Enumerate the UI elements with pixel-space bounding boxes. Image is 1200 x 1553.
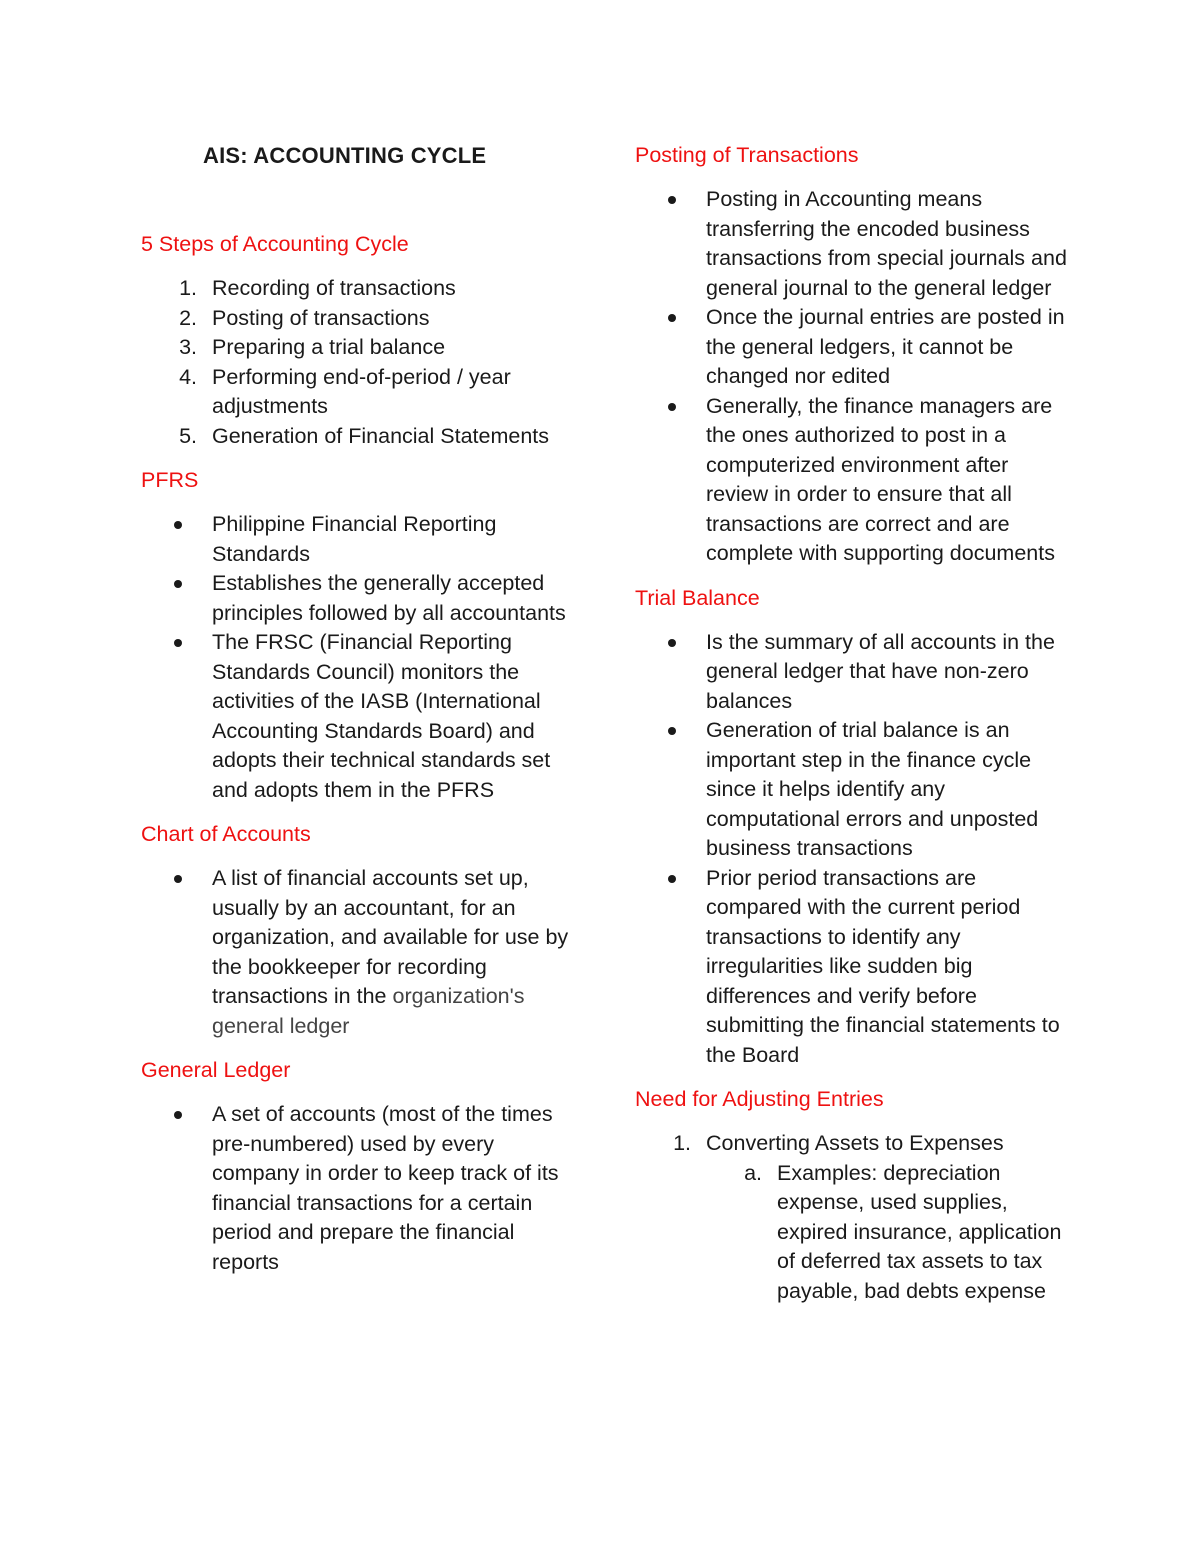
list-text: Philippine Financial Reporting Standards <box>212 512 497 566</box>
list-text: The FRSC (Financial Reporting Standards Council) monitors the activities of the IASB (International Accounting Standards Board) and adopts their technical standards set and adopts them in the PFRS <box>212 630 551 802</box>
chart-list <box>141 864 571 1041</box>
list-text: Posting in Accounting means transferring the encoded business transactions from special journals and general journal to the general ledger <box>706 187 1067 300</box>
heading-pfrs: PFRS <box>141 468 199 492</box>
list-item <box>635 1129 1075 1306</box>
list-text: Once the journal entries are posted in the general ledgers, it cannot be changed nor edited <box>706 305 1065 388</box>
trial-list <box>635 628 1075 1071</box>
list-number: 1. <box>179 276 197 300</box>
list-item <box>141 569 571 628</box>
list-text: Establishes the generally accepted principles followed by all accountants <box>212 571 566 625</box>
bullet-icon <box>174 521 182 529</box>
heading-chart-of-accounts: Chart of Accounts <box>141 822 311 846</box>
steps-list <box>141 274 571 451</box>
list-item <box>141 864 571 1041</box>
heading-steps: 5 Steps of Accounting Cycle <box>141 232 409 256</box>
page-title: AIS: ACCOUNTING CYCLE <box>203 143 487 168</box>
pfrs-list <box>141 510 571 805</box>
heading-trial-balance: Trial Balance <box>635 585 760 610</box>
list-item <box>635 303 1075 392</box>
sublist-letter: a. <box>744 1160 762 1185</box>
list-item <box>141 1100 571 1277</box>
list-text: Performing end-of-period / year adjustments <box>212 364 511 418</box>
bullet-icon <box>174 639 182 647</box>
bullet-icon <box>668 403 676 411</box>
list-item <box>141 422 571 452</box>
heading-posting: Posting of Transactions <box>635 143 859 167</box>
list-item <box>635 185 1075 303</box>
list-text: Generation of trial balance is an important step in the finance cycle since it helps identify any computational errors and unposted business transactions <box>706 718 1039 860</box>
right-column <box>635 140 1075 1306</box>
list-text: A list of financial accounts set up, usually by an accountant, for an organization, and available for use by the bookkeeper for recording transactions in the <box>212 866 569 1008</box>
bullet-icon <box>174 580 182 588</box>
list-text: Recording of transactions <box>212 276 456 300</box>
bullet-icon <box>668 196 676 204</box>
list-text: Generation of Financial Statements <box>212 423 550 448</box>
list-number: 5. <box>179 423 197 448</box>
list-number: 1. <box>673 1131 691 1155</box>
heading-adjusting-entries: Need for Adjusting Entries <box>635 1087 884 1111</box>
adjusting-sublist <box>706 1159 1075 1307</box>
list-number: 3. <box>179 335 197 359</box>
list-item <box>141 274 571 304</box>
sublist-item <box>706 1159 1075 1307</box>
list-text-tail: organization's general ledger <box>212 984 525 1038</box>
ledger-list <box>141 1100 571 1277</box>
list-item <box>141 363 571 422</box>
list-item <box>635 628 1075 717</box>
list-text: Posting of transactions <box>212 305 430 330</box>
list-text: Preparing a trial balance <box>212 335 446 359</box>
list-item <box>635 716 1075 864</box>
bullet-icon <box>668 314 676 322</box>
list-item <box>141 510 571 569</box>
heading-general-ledger: General Ledger <box>141 1058 291 1082</box>
list-text: Is the summary of all accounts in the general ledger that have non-zero balances <box>706 629 1055 713</box>
list-item <box>635 864 1075 1071</box>
posting-list <box>635 185 1075 569</box>
list-text: Examples: depreciation expense, used supplies, expired insurance, application of deferred tax assets to tax payable, bad debts expense <box>777 1160 1062 1303</box>
bullet-icon <box>668 639 676 647</box>
list-text: Prior period transactions are compared with the current period transactions to identify any irregularities like sudden big differences and verify before submitting the financial statements to the Board <box>706 865 1060 1067</box>
bullet-icon <box>668 875 676 883</box>
list-number: 4. <box>179 364 197 389</box>
list-text: A set of accounts (most of the times pre-numbered) used by every company in order to keep track of its financial transactions for a certain period and prepare the financial reports <box>212 1102 559 1274</box>
list-item <box>141 333 571 363</box>
list-item <box>141 304 571 334</box>
list-number: 2. <box>179 305 197 330</box>
list-text: Converting Assets to Expenses <box>706 1131 1004 1155</box>
adjusting-list <box>635 1129 1075 1306</box>
bullet-icon <box>668 727 676 735</box>
list-text: Generally, the finance managers are the ones authorized to post in a computerized environment after review in order to ensure that all transactions are correct and are complete with supporting documents <box>706 393 1055 565</box>
bullet-icon <box>174 1111 182 1119</box>
list-item <box>635 392 1075 569</box>
bullet-icon <box>174 875 182 883</box>
list-item <box>141 628 571 805</box>
left-column <box>141 140 571 1277</box>
